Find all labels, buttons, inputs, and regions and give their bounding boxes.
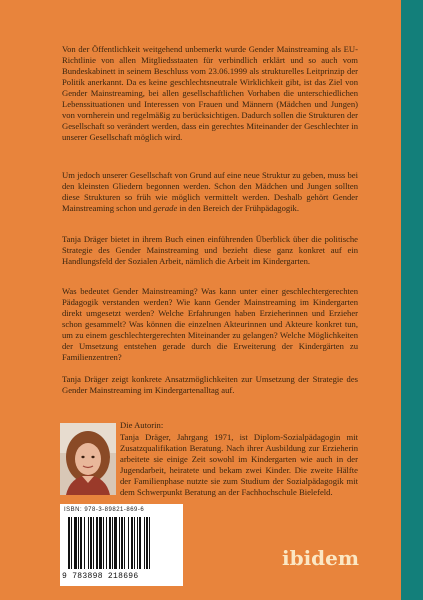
- blurb-paragraph-1: Von der Öffentlichkeit weitgehend unbemerkt wurde Gender Mainstreaming als EU-Richtlinie von allen Mitgliedsstaaten für verbindlich erklärt und so auch vom Bundeskabinett in seinem Beschluss vom 23.06.1999 als strukturelles Leitprinzip der Politik anerkannt. Da es keine geschlechtsneutrale Wirklichkeit gibt, ist das Ziel von Gender Mainstreaming, bei allen gesellschaftlichen Vorhaben die unterschiedlichen Lebenssituationen und Interessen von Frauen und Männern (Mädchen und Jungen) von vornherein und regelmäßig zu berücksichtigen. Dadurch sollen die Strukturen der Gesellschaft so verändert werden, dass ein gerechtes Miteinander der Geschlechter in unserer Gesellschaft möglich wird.: [62, 44, 358, 142]
- barcode-bar: [106, 517, 107, 569]
- blurb-emphasis: gerade: [153, 203, 178, 213]
- blurb-paragraph-2-start: Um jedoch unserer Gesellschaft von Grund auf eine neue Struktur zu geben, muss bei den kleinsten Gliedern begonnen werden. Schon den Mädchen und Jungen sollten diese Strukturen so früh wie möglich vermittelt werden. Deshalb gehört Gender Mainstreaming schon und: [62, 170, 358, 213]
- barcode-bar: [80, 517, 82, 569]
- barcode-bar: [119, 517, 120, 569]
- barcode-bar: [90, 517, 92, 569]
- blurb-paragraph-4: Was bedeutet Gender Mainstreaming? Was kann unter einer geschlechtergerechten Pädagogik verstanden werden? Wie kann Gender Mainstreaming im Kindergarten direkt umgesetzt werden? Welche Erfahrungen haben Erzieherinnen und Erzieher schon gesammelt? Was können die einzelnen Akteurinnen und Akteure konkret tun, um zu einem geschlechtergerechten Miteinander zu gelangen? Welche Möglichkeiten der Umsetzung entstehen gerade durch die Erweiterung der Kindergärten zu Familienzentren?: [62, 286, 358, 362]
- barcode-bar: [131, 517, 133, 569]
- barcode-bar: [103, 517, 104, 569]
- barcode-bar: [137, 517, 138, 569]
- barcode-bar: [99, 517, 102, 569]
- barcode-bar: [134, 517, 135, 569]
- barcode-bar: [74, 517, 77, 569]
- barcode-bar: [128, 517, 129, 569]
- barcode-bar: [146, 517, 148, 569]
- barcode: [60, 504, 183, 586]
- barcode-bar: [93, 517, 94, 569]
- barcode-bar: [88, 517, 89, 569]
- barcode-bar: [78, 517, 79, 569]
- barcode-bar: [109, 517, 111, 569]
- barcode-bar: [139, 517, 141, 569]
- publisher-logo: ibidem: [282, 546, 360, 570]
- author-bio: Tanja Dräger, Jahrgang 1971, ist Diplom-Sozialpädagogin mit Zusatzqualifikation Beratung. Nach ihrer Ausbildung zur Erzieherin arbeitete sie einige Zeit sowohl im Kindergarten wie auch in der Jugendarbeit, heiratete und bekam zwei Kinder. Die zweite Hälfte der Familienphase nutzte sie zum Studium der Sozialpädagogik mit dem Schwerpunkt Beratung an der Fachhochschule Bielefeld.: [120, 432, 358, 497]
- blurb-paragraph-2-end: in den Bereich der Frühpädagogik.: [177, 203, 300, 213]
- barcode-bar: [149, 517, 150, 569]
- barcode-bar: [96, 517, 98, 569]
- barcode-bar: [121, 517, 123, 569]
- barcode-bar: [114, 517, 117, 569]
- barcode-bar: [68, 517, 70, 569]
- blurb-paragraph-2: [62, 170, 358, 214]
- barcode-bar: [84, 517, 85, 569]
- barcode-bar: [124, 517, 125, 569]
- spine: [401, 0, 423, 600]
- barcode-bar: [144, 517, 145, 569]
- barcode-bars: [68, 517, 178, 569]
- barcode-number: 9 783898 218696: [62, 572, 139, 581]
- barcode-bar: [112, 517, 113, 569]
- blurb-paragraph-5: Tanja Dräger zeigt konkrete Ansatzmöglichkeiten zur Umsetzung der Strategie des Gender Mainstreaming im Kindergartenalltag auf.: [62, 374, 358, 395]
- blurb-paragraph-3: Tanja Dräger bietet in ihrem Buch einen einführenden Überblick über die politische Strategie des Gender Mainstreaming und bezieht diese ganz konkret auf ein Handlungsfeld der Sozialen Arbeit, nämlich die Arbeit im Kindergarten.: [62, 234, 358, 266]
- author-heading: Die Autorin:: [120, 420, 164, 430]
- author-photo: [60, 423, 116, 495]
- barcode-bar: [71, 517, 72, 569]
- isbn-label: ISBN: 978-3-89821-869-6: [64, 507, 145, 513]
